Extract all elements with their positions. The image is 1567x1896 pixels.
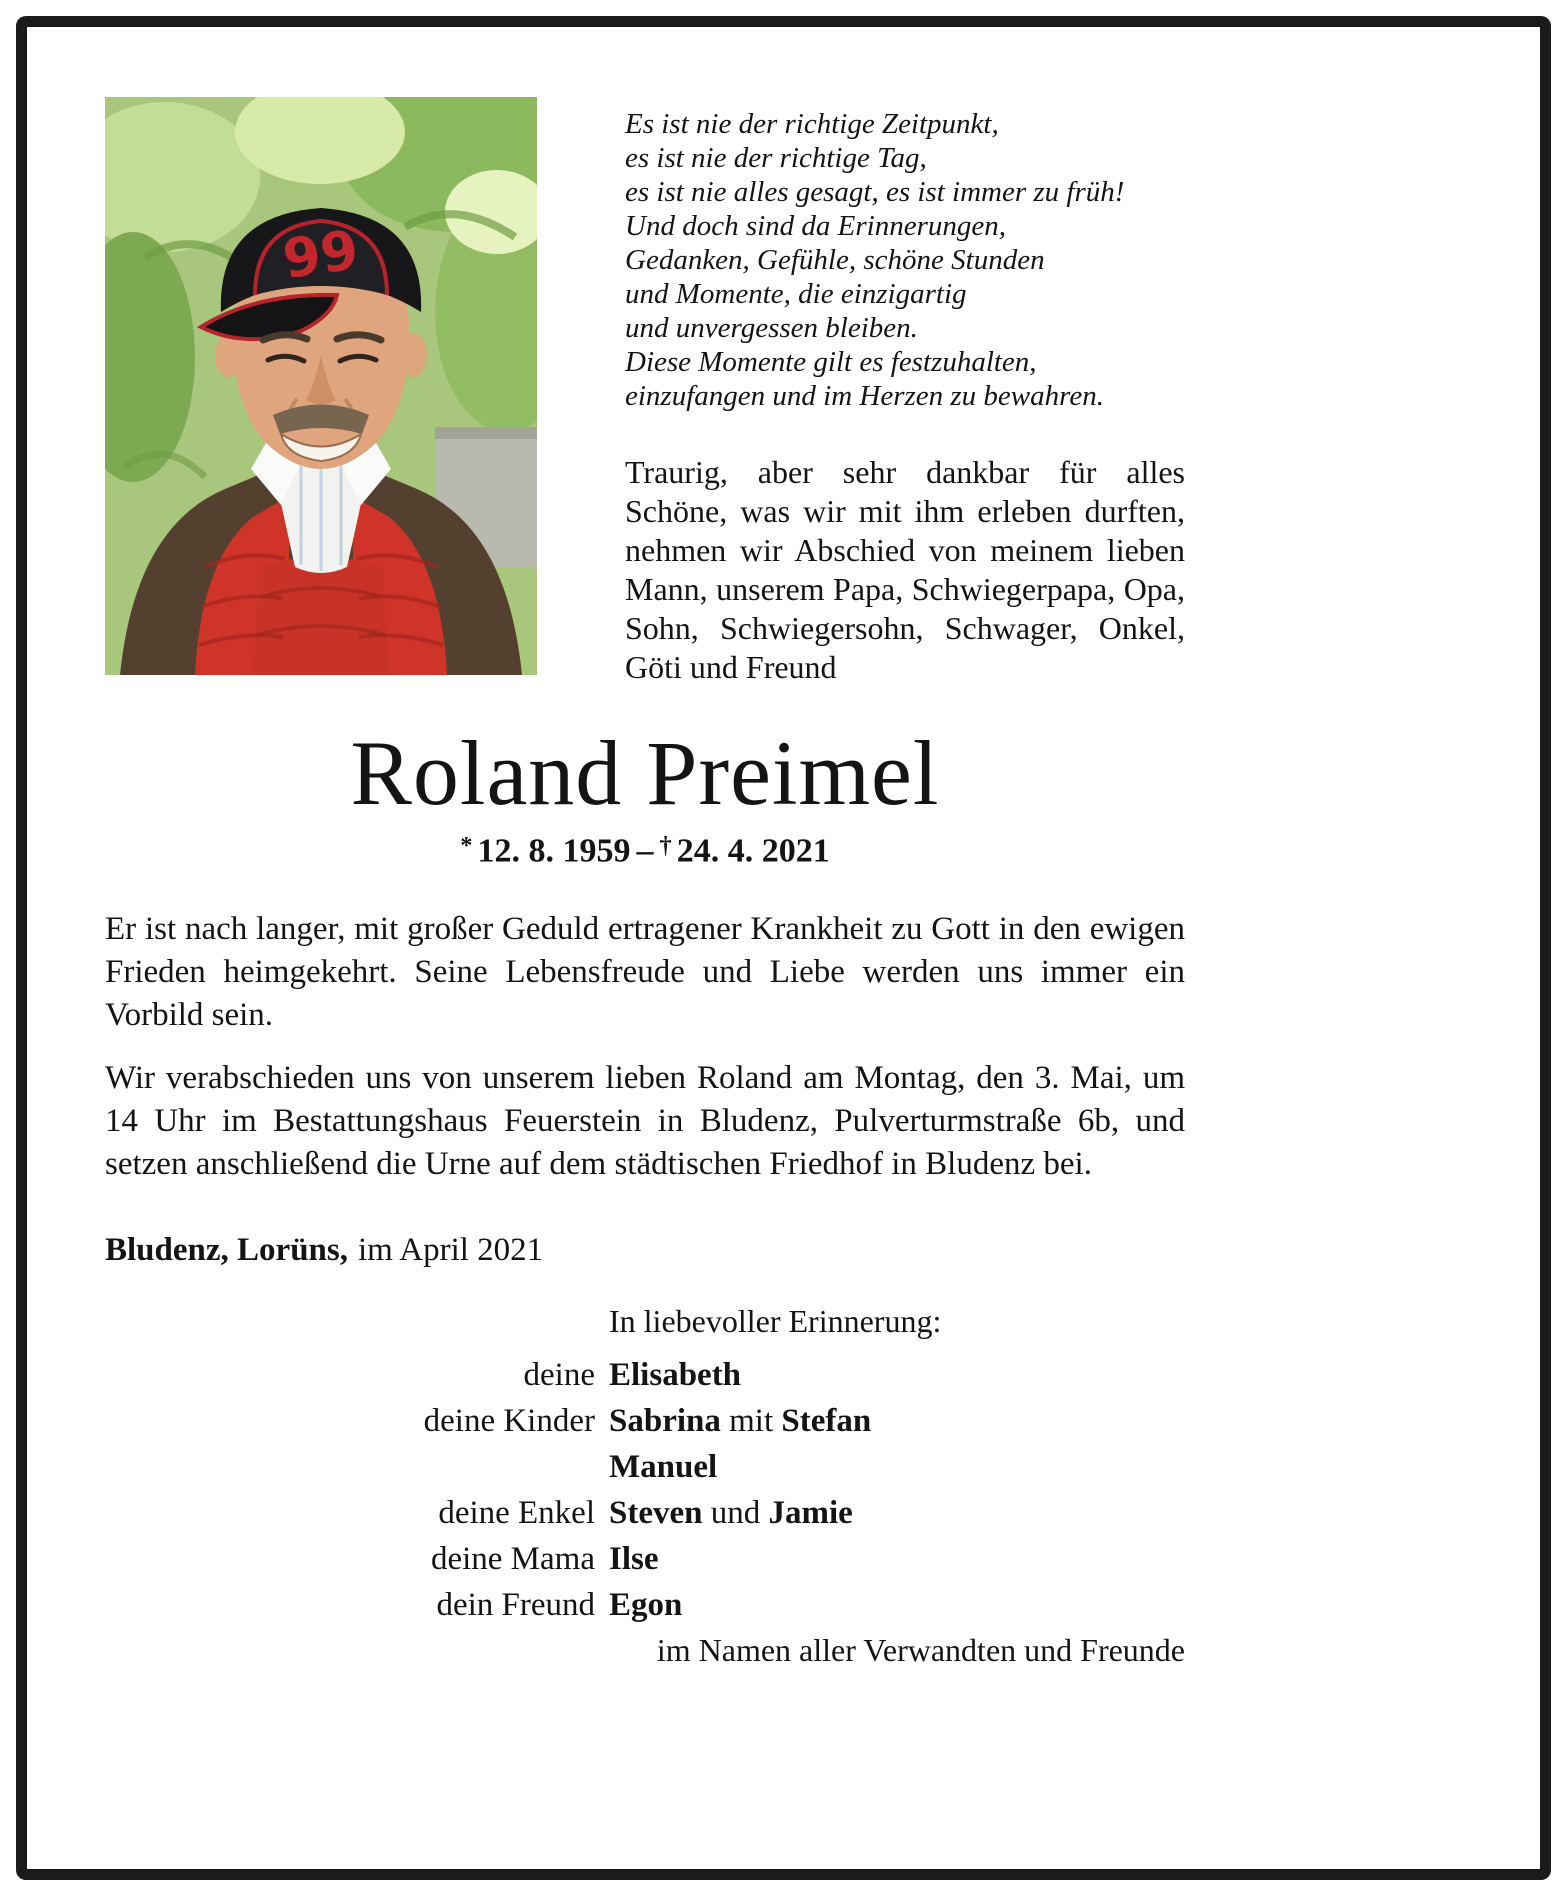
- poem-line: und unvergessen bleiben.: [625, 312, 918, 344]
- mourner-name: Jamie: [768, 1495, 853, 1532]
- mourners-list: [105, 1352, 1185, 1628]
- birth-date: 12. 8. 1959: [477, 832, 631, 870]
- header-text-column: [625, 97, 1185, 687]
- mourner-name: Steven: [609, 1495, 703, 1532]
- poem-line: einzufangen und im Herzen zu bewahren.: [625, 380, 1104, 412]
- mourner-label: deine Kinder: [423, 1403, 595, 1440]
- mourner-name: Manuel: [609, 1449, 718, 1486]
- mourner-name: Stefan: [781, 1403, 872, 1440]
- portrait-illustration: [105, 97, 537, 675]
- poem: [625, 107, 1185, 413]
- remembrance-heading: In liebevoller Erinnerung:: [609, 1303, 942, 1340]
- mourner-names: [609, 1352, 1185, 1398]
- poem-line: es ist nie der richtige Tag,: [625, 142, 927, 174]
- death-symbol: †: [659, 831, 672, 859]
- obituary-content: [105, 97, 1185, 1669]
- place-date-line: [105, 1232, 1185, 1269]
- mourner-names: [609, 1490, 1185, 1536]
- place-names: Bludenz, Lorüns,: [105, 1232, 348, 1269]
- mourner-names: [609, 1536, 1185, 1582]
- life-dates: [105, 832, 1185, 871]
- obituary-paragraph: Er ist nach langer, mit großer Geduld ertragener Krankheit zu Gott in den ewigen Frieden heimgekehrt. Seine Lebensfreude und Liebe werden uns immer ein Vorbild sein.: [105, 911, 1185, 1034]
- mourner-connector: und: [702, 1495, 769, 1532]
- mourner-names: [609, 1444, 1185, 1490]
- dates-separator: –: [636, 832, 654, 870]
- mourner-label: [105, 1444, 595, 1490]
- mourner-label: dein Freund: [436, 1587, 595, 1624]
- poem-line: Und doch sind da Erinnerungen,: [625, 210, 1006, 242]
- mourner-label: deine Enkel: [438, 1495, 595, 1532]
- portrait-photo: [105, 97, 537, 675]
- deceased-name: Roland Preimel: [350, 722, 940, 824]
- mourner-label: deine: [523, 1357, 595, 1394]
- remembrance-section: [105, 1303, 1185, 1669]
- mourner-connector: mit: [720, 1403, 782, 1440]
- mourner-label: deine Mama: [430, 1541, 595, 1578]
- border-frame: [16, 16, 1551, 1880]
- death-date: 24. 4. 2021: [676, 832, 830, 870]
- birth-symbol: *: [460, 831, 473, 859]
- mourner-name: Sabrina: [609, 1403, 721, 1440]
- poem-line: Diese Momente gilt es festzuhalten,: [625, 346, 1037, 378]
- mourner-name: Egon: [609, 1587, 683, 1624]
- closing-line: im Namen aller Verwandten und Freunde: [656, 1632, 1185, 1669]
- poem-line: und Momente, die einzigartig: [625, 278, 967, 310]
- top-section: [105, 97, 1185, 687]
- mourner-name: Elisabeth: [609, 1357, 742, 1394]
- svg-text:99: 99: [279, 218, 363, 291]
- mourner-names: [609, 1398, 1185, 1444]
- intro-paragraph: Traurig, aber sehr dankbar für alles Schöne, was wir mit ihm erleben durften, nehmen wir Abschied von meinem lieben Mann, unserem Papa, Schwiegerpapa, Opa, Sohn, Schwiegersohn, Schwager, Onkel, Göti und Freund: [625, 454, 1185, 685]
- mourner-names: [609, 1582, 1185, 1628]
- place-month: im April 2021: [358, 1232, 544, 1269]
- poem-line: Es ist nie der richtige Zeitpunkt,: [625, 108, 999, 140]
- mourner-name: Ilse: [609, 1541, 659, 1578]
- funeral-details-paragraph: Wir verabschieden uns von unserem lieben Roland am Montag, den 3. Mai, um 14 Uhr im Bestattungshaus Feuerstein in Bludenz, Pulverturmstraße 6b, und setzen anschließend die Urne auf dem städtischen Friedhof in Bludenz bei.: [105, 1060, 1185, 1183]
- poem-line: Gedanken, Gefühle, schöne Stunden: [625, 244, 1045, 276]
- poem-line: es ist nie alles gesagt, es ist immer zu früh!: [625, 176, 1125, 208]
